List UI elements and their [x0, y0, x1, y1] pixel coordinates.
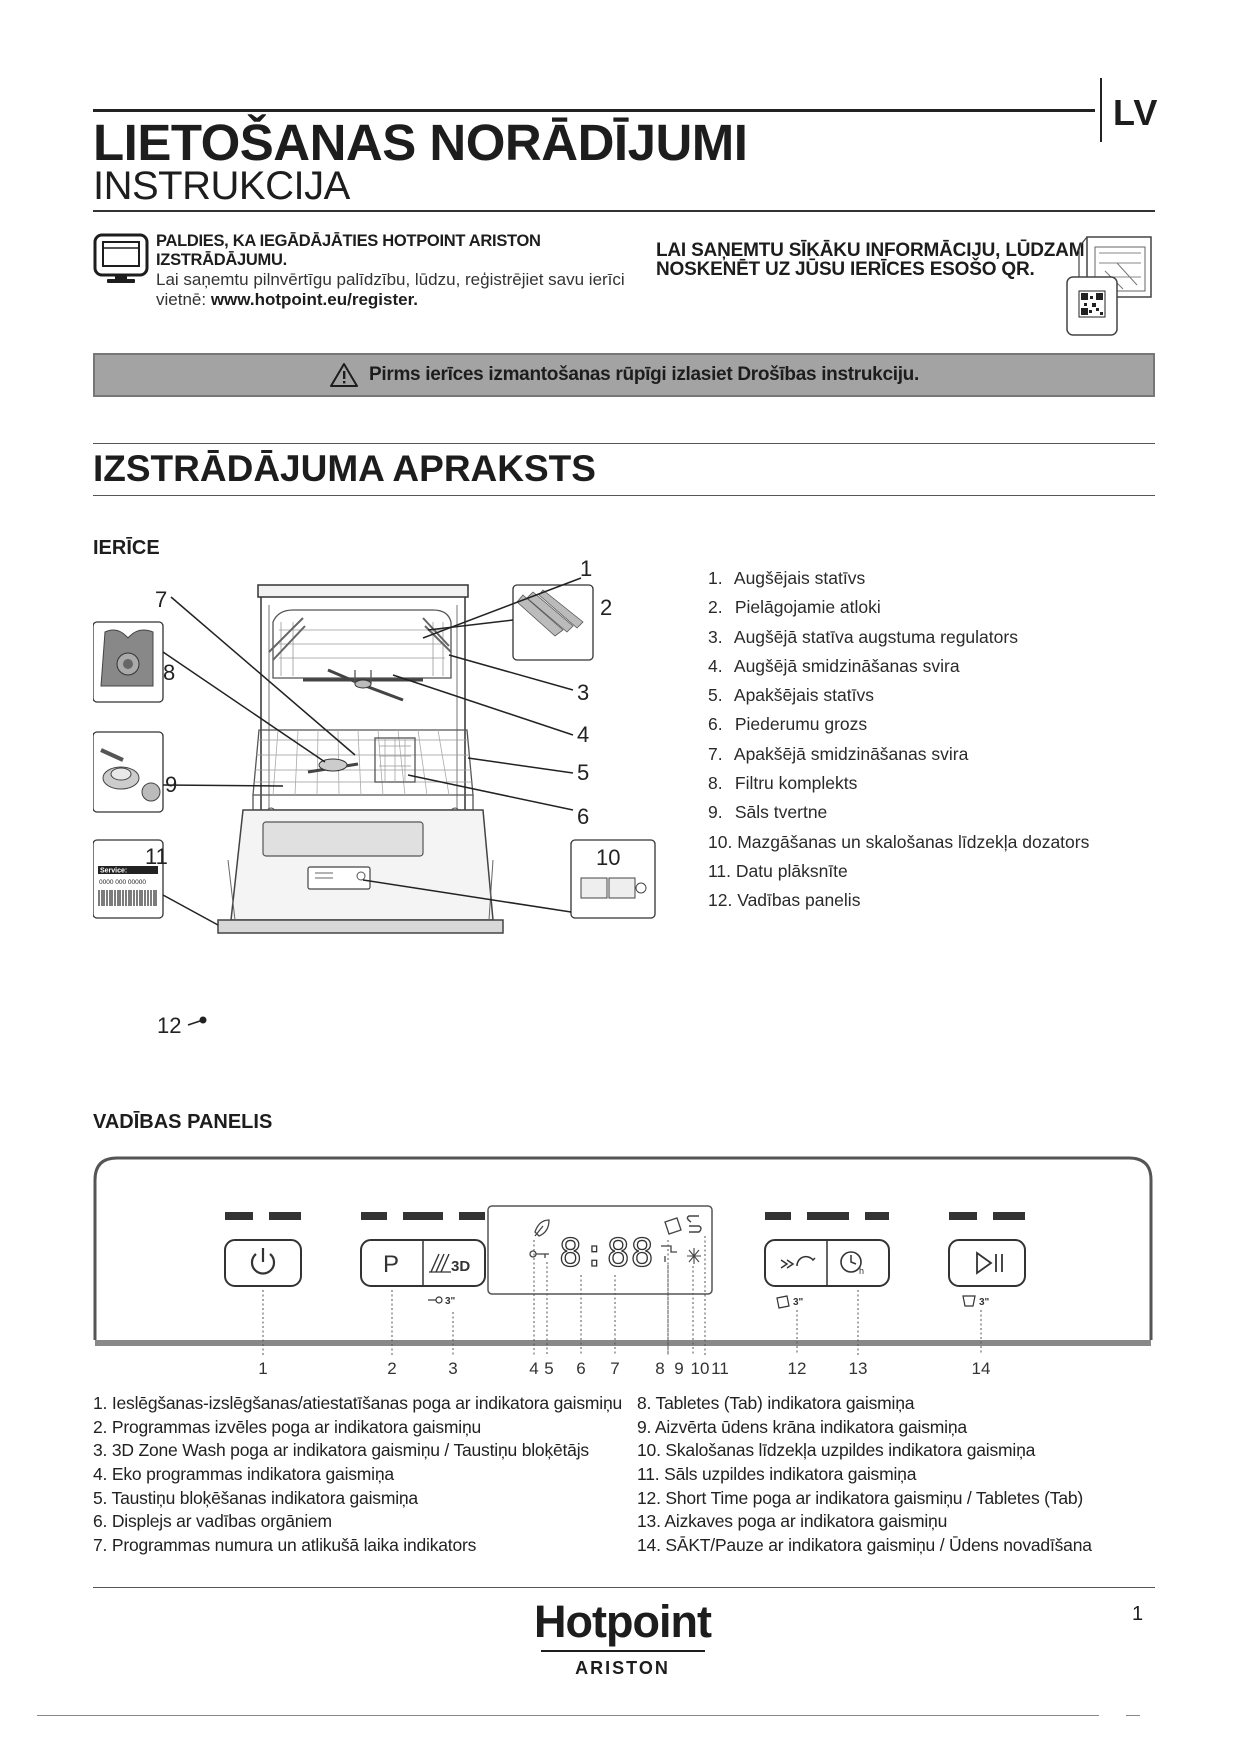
brand-rule: [541, 1650, 705, 1652]
parts-list-item: 9. Sāls tvertne: [708, 802, 828, 823]
qr-info-text: LAI SAŅEMTU SĪKĀKU INFORMĀCIJU, LŪDZAM NOSKENĒT UZ JŪSU IERĪCES ESOŠO QR.: [656, 240, 1085, 280]
panel-callout-5: 5: [544, 1359, 554, 1378]
parts-list-item: 7. Apakšējā smidzināšanas svira: [708, 743, 969, 764]
zone-wash-label: 3D: [451, 1258, 471, 1275]
svg-text:3": 3": [979, 1297, 990, 1308]
parts-list-item: 8. Filtru komplekts: [708, 773, 858, 794]
device-callout-3: 3: [577, 680, 590, 705]
svg-text:3": 3": [793, 1297, 804, 1308]
panel-callout-13: 13: [848, 1359, 868, 1378]
panel-callout-9: 9: [674, 1359, 684, 1378]
control-list-item: 8. Tabletes (Tab) indikatora gaismiņa: [637, 1393, 915, 1413]
display-panel: [488, 1206, 712, 1294]
device-callout-10: 10: [596, 845, 621, 870]
svg-text:h: h: [859, 1266, 865, 1276]
rinse-aid-icon: [687, 1248, 701, 1264]
header-rule: [93, 109, 1095, 112]
brand-logo: [520, 1598, 725, 1679]
parts-list-item: 11. Datu plāksnīte: [708, 860, 848, 881]
program-button[interactable]: [383, 1251, 399, 1278]
worktop: [258, 585, 468, 597]
start-pause-button[interactable]: [949, 1240, 1025, 1286]
panel-callout-10: 10: [690, 1359, 710, 1378]
control-panel-edge: [218, 920, 503, 933]
short-delay-buttons: [765, 1240, 889, 1286]
brand-name: Hotpoint: [534, 1596, 711, 1647]
program-button-label: P: [383, 1251, 400, 1278]
control-list-item: 6. Displejs ar vadības orgāniem: [93, 1511, 332, 1532]
control-list-item: 9. Aizvērta ūdens krāna indikatora gaismiņa: [637, 1416, 967, 1437]
bottom-rule: [37, 1715, 1099, 1716]
control-panel-diagram: [93, 1150, 1153, 1380]
footer-rule: [93, 1587, 1155, 1588]
parts-list-item: 4. Augšējā smidzināšanas svira: [708, 655, 960, 676]
parts-list: [708, 568, 1089, 920]
control-list-item: 14. SĀKT/Pauze ar indikatora gaismiņu / Ūdens novadīšana: [637, 1535, 1092, 1556]
panel-base: [95, 1340, 1151, 1346]
brand-subname: ARISTON: [575, 1658, 670, 1678]
section-rule-bottom: [93, 495, 1155, 496]
device-callout-6: 6: [577, 804, 590, 829]
safety-warning-bar: [93, 353, 1155, 397]
device-callout-4: 4: [577, 722, 590, 747]
page-number: 1: [1132, 1603, 1144, 1625]
control-list-item: 3. 3D Zone Wash poga ar indikatora gaismiņu / Taustiņu bloķētājs: [93, 1440, 589, 1461]
parts-list-item: 6. Piederumu grozs: [708, 714, 868, 735]
device-callout-8: 8: [163, 660, 176, 685]
register-url[interactable]: www.hotpoint.eu/register.: [210, 290, 418, 309]
svg-text:3": 3": [445, 1296, 456, 1307]
parts-list-item: 12. Vadības panelis: [708, 890, 861, 911]
warning-triangle-icon: [329, 362, 359, 388]
control-list-right: [637, 1393, 1092, 1559]
panel-callout-4: 4: [529, 1359, 539, 1378]
service-label: Service:: [100, 867, 128, 875]
device-callout-12: 12: [157, 1013, 182, 1038]
control-list-item: 7. Programmas numura un atlikušā laika indikators: [93, 1535, 477, 1556]
control-list-item: 5. Taustiņu bloķēšanas indikatora gaismiņa: [93, 1487, 418, 1508]
control-list-left: [93, 1393, 622, 1559]
panel-callout-2: 2: [387, 1359, 397, 1378]
section-rule-top: [93, 443, 1155, 444]
panel-callout-8: 8: [655, 1359, 665, 1378]
page-subtitle: INSTRUKCIJA: [93, 164, 350, 208]
display-digits: 8:88: [559, 1231, 655, 1275]
panel-callout-11: 11: [711, 1359, 729, 1378]
device-callout-1: 1: [580, 560, 593, 581]
appliance-diagram: [93, 560, 693, 1050]
language-code: LV: [1113, 92, 1159, 133]
device-callout-2: 2: [600, 595, 613, 620]
bottom-dash: [1126, 1715, 1140, 1716]
parts-list-item: 3. Augšējā statīva augstuma regulators: [708, 626, 1018, 647]
section-title: IZSTRĀDĀJUMA APRAKSTS: [93, 448, 596, 489]
page-title: LIETOŠANAS NORĀDĪJUMI: [93, 114, 748, 171]
device-callout-9: 9: [165, 772, 178, 797]
power-button[interactable]: [225, 1240, 301, 1286]
title-rule: [93, 210, 1155, 212]
control-list-item: 4. Eko programmas indikatora gaismiņa: [93, 1464, 394, 1485]
program-zone-buttons: [361, 1240, 485, 1286]
qr-appliance-illustration: [1065, 233, 1157, 339]
device-callout-11: 11: [145, 844, 168, 869]
parts-list-item: 10. Mazgāšanas un skalošanas līdzekļa dozators: [708, 831, 1090, 852]
control-list-item: 2. Programmas izvēles poga ar indikatora gaismiņu: [93, 1416, 482, 1437]
device-heading: IERĪCE: [93, 537, 160, 559]
panel-callout-14: 14: [971, 1359, 991, 1378]
qr-code-icon: [1079, 291, 1105, 317]
control-list-item: 11. Sāls uzpildes indikatora gaismiņa: [637, 1464, 917, 1485]
panel-callout-7: 7: [610, 1359, 620, 1378]
thanks-title: PALDIES, KA IEGĀDĀJĀTIES HOTPOINT ARISTON IZSTRĀDĀJUMU.: [156, 232, 541, 269]
control-list-item: 12. Short Time poga ar indikatora gaismiņu / Tabletes (Tab): [637, 1487, 1084, 1508]
register-body: Lai saņemtu pilnvērtīgu palīdzību, lūdzu, reģistrējiet savu ierīci vietnē:: [156, 270, 625, 309]
control-list-item: 10. Skalošanas līdzekļa uzpildes indikatora gaismiņa: [637, 1440, 1036, 1461]
panel-callout-3: 3: [448, 1359, 458, 1378]
control-panel-heading: VADĪBAS PANELIS: [93, 1111, 273, 1133]
register-text: [156, 270, 626, 310]
warning-text: Pirms ierīces izmantošanas rūpīgi izlasiet Drošības instrukciju.: [369, 364, 919, 385]
device-callout-5: 5: [577, 760, 590, 785]
lang-divider: [1100, 78, 1102, 142]
parts-list-item: 1. Augšējais statīvs: [708, 568, 866, 588]
device-callout-7: 7: [155, 587, 168, 612]
panel-callout-1: 1: [258, 1359, 268, 1378]
panel-callout-6: 6: [576, 1359, 586, 1378]
parts-list-item: 2. Pielāgojamie atloki: [708, 597, 881, 618]
parts-list-item: 5. Apakšējais statīvs: [708, 685, 874, 706]
control-list-item: 13. Aizkaves poga ar indikatora gaismiņu: [637, 1511, 948, 1532]
computer-icon: [93, 233, 149, 285]
panel-callout-12: 12: [787, 1359, 807, 1378]
service-number: 0000 000 00000: [99, 879, 146, 886]
control-list-item: 1. Ieslēgšanas-izslēgšanas/atiestatīšanas poga ar indikatora gaismiņu: [93, 1393, 623, 1413]
